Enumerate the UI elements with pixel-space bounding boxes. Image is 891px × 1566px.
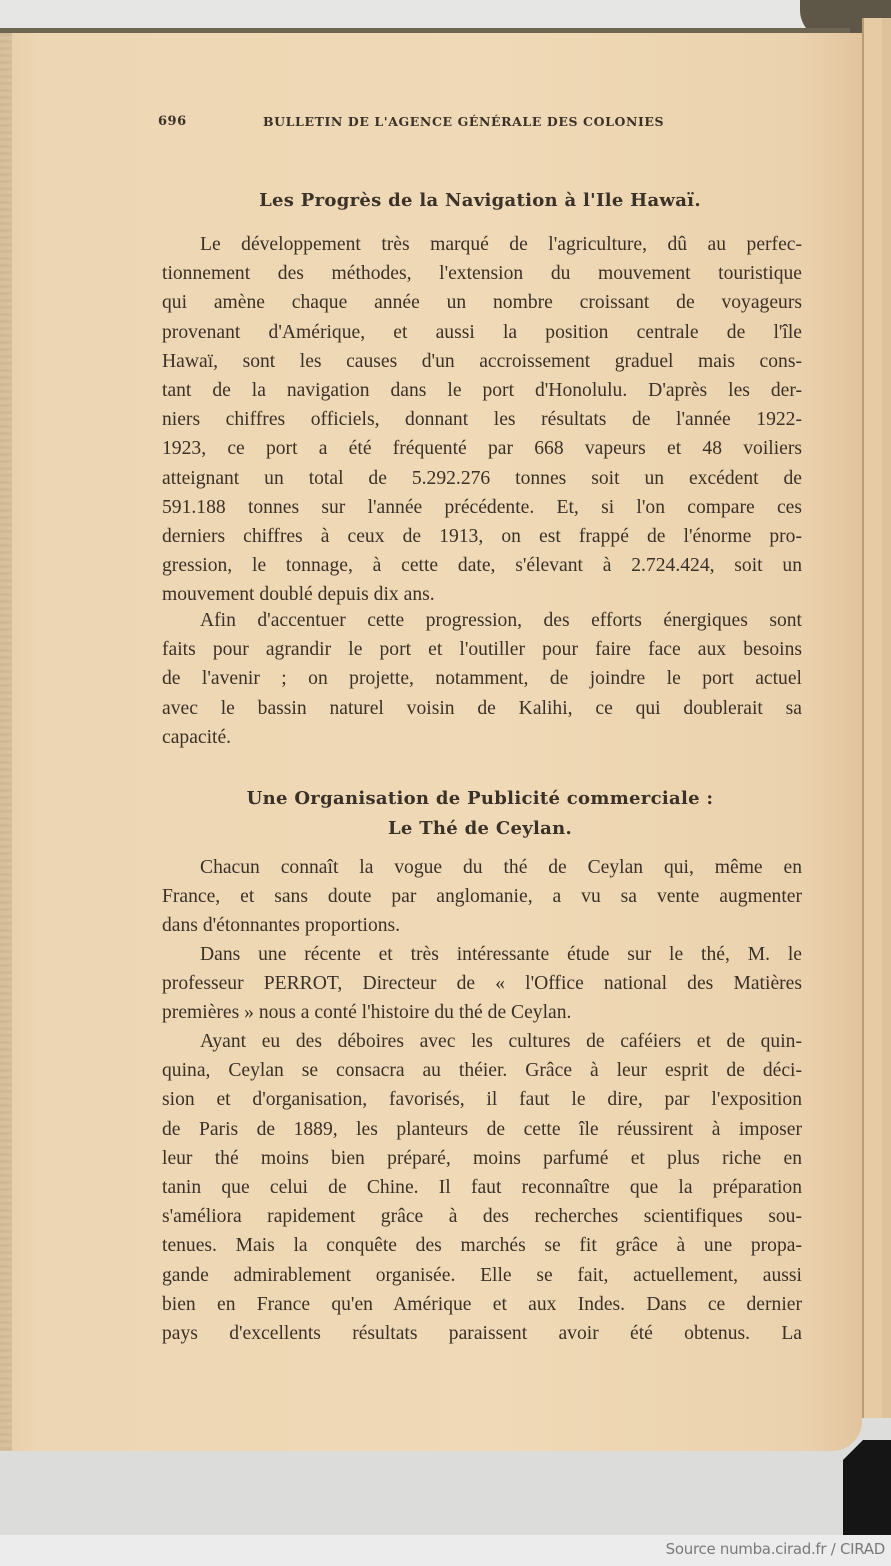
text-line: tanin que celui de Chine. Il faut reconnaître que la préparation: [162, 1177, 802, 1199]
text-line: de l'avenir ; on projette, notamment, de joindre le port actuel: [162, 668, 802, 690]
text-line: tionnement des méthodes, l'extension du mouvement touristique: [162, 263, 802, 285]
text-line: tant de la navigation dans le port d'Honolulu. D'après les der-: [162, 380, 802, 402]
text-line: leur thé moins bien préparé, moins parfumé et plus riche en: [162, 1147, 802, 1169]
text-line: derniers chiffres à ceux de 1913, on est frappé de l'énorme pro-: [162, 526, 802, 548]
article-2-heading: [160, 784, 800, 844]
text-line: premières » nous a conté l'histoire du thé de Ceylan.: [162, 1002, 572, 1024]
text-line: niers chiffres officiels, donnant les résultats de l'année 1922-: [162, 409, 802, 431]
text-line: dans d'étonnantes proportions.: [162, 915, 401, 937]
page-number: 696: [158, 114, 187, 129]
text-line: Hawaï, sont les causes d'un accroissement graduel mais cons-: [162, 350, 802, 372]
text-line: tenues. Mais la conquête des marchés se fit grâce à une propa-: [162, 1235, 802, 1257]
text-line: atteignant un total de 5.292.276 tonnes soit un excédent de: [162, 467, 802, 489]
article-2-paragraph-2: [162, 940, 802, 1028]
article-2-paragraph-3: [162, 1027, 802, 1348]
page-left-margin-speckle: [0, 33, 12, 1451]
text-line: 1923, ce port a été fréquenté par 668 vapeurs et 48 voiliers: [162, 438, 802, 460]
text-line: Afin d'accentuer cette progression, des efforts énergiques sont: [200, 610, 802, 631]
text-line: sion et d'organisation, favorisés, il faut le dire, par l'exposition: [162, 1089, 802, 1111]
text-line: Dans une récente et très intéressante étude sur le thé, M. le: [200, 944, 802, 965]
article-2-heading-line-1: Une Organisation de Publicité commerciale :: [246, 788, 714, 809]
text-line: de Paris de 1889, les planteurs de cette île réussirent à imposer: [162, 1118, 802, 1140]
article-1-paragraph-2: [162, 606, 802, 752]
text-line: quina, Ceylan se consacra au théier. Grâce à leur esprit de déci-: [162, 1060, 802, 1082]
article-1-paragraph-1: [162, 230, 802, 610]
text-line: gression, le tonnage, à cette date, s'élevant à 2.724.424, soit un: [162, 555, 802, 577]
text-line: gande admirablement organisée. Elle se fait, actuellement, aussi: [162, 1264, 802, 1286]
text-line: 591.188 tonnes sur l'année précédente. Et, si l'on compare ces: [162, 496, 802, 518]
article-1-heading: [160, 190, 800, 211]
text-line: bien en France qu'en Amérique et aux Indes. Dans ce dernier: [162, 1293, 802, 1315]
text-line: faits pour agrandir le port et l'outiller pour faire face aux besoins: [162, 639, 802, 661]
running-head-title: BULLETIN DE L'AGENCE GÉNÉRALE DES COLONIES: [263, 114, 665, 129]
text-line: professeur PERROT, Directeur de « l'Office national des Matières: [162, 973, 802, 995]
text-line: avec le bassin naturel voisin de Kalihi, ce qui doublerait sa: [162, 697, 802, 719]
text-line: qui amène chaque année un nombre croissant de voyageurs: [162, 292, 802, 314]
text-line: Ayant eu des déboires avec les cultures de caféiers et de quin-: [200, 1031, 802, 1052]
article-2-heading-line-2: Le Thé de Ceylan.: [387, 818, 573, 839]
text-line: Le développement très marqué de l'agriculture, dû au perfec-: [200, 234, 802, 255]
text-line: Chacun connaît la vogue du thé de Ceylan qui, même en: [200, 857, 802, 878]
text-line: capacité.: [162, 726, 232, 748]
text-line: pays d'excellents résultats paraissent avoir été obtenus. La: [162, 1323, 802, 1345]
running-head: [158, 114, 698, 129]
text-line: s'améliora rapidement grâce à des recherches scientifiques sou-: [162, 1206, 802, 1228]
source-caption: Source numba.cirad.fr / CIRAD: [665, 1540, 885, 1558]
book-spine-shadow: [843, 1440, 891, 1535]
article-1-heading-line: Les Progrès de la Navigation à l'Ile Hawaï.: [259, 190, 701, 211]
text-line: mouvement doublé depuis dix ans.: [162, 584, 435, 606]
next-page-edge: [862, 18, 891, 1418]
article-2-paragraph-1: [162, 853, 802, 941]
text-line: France, et sans doute par anglomanie, a vu sa vente augmenter: [162, 886, 802, 908]
text-line: provenant d'Amérique, et aussi la position centrale de l'île: [162, 321, 802, 343]
